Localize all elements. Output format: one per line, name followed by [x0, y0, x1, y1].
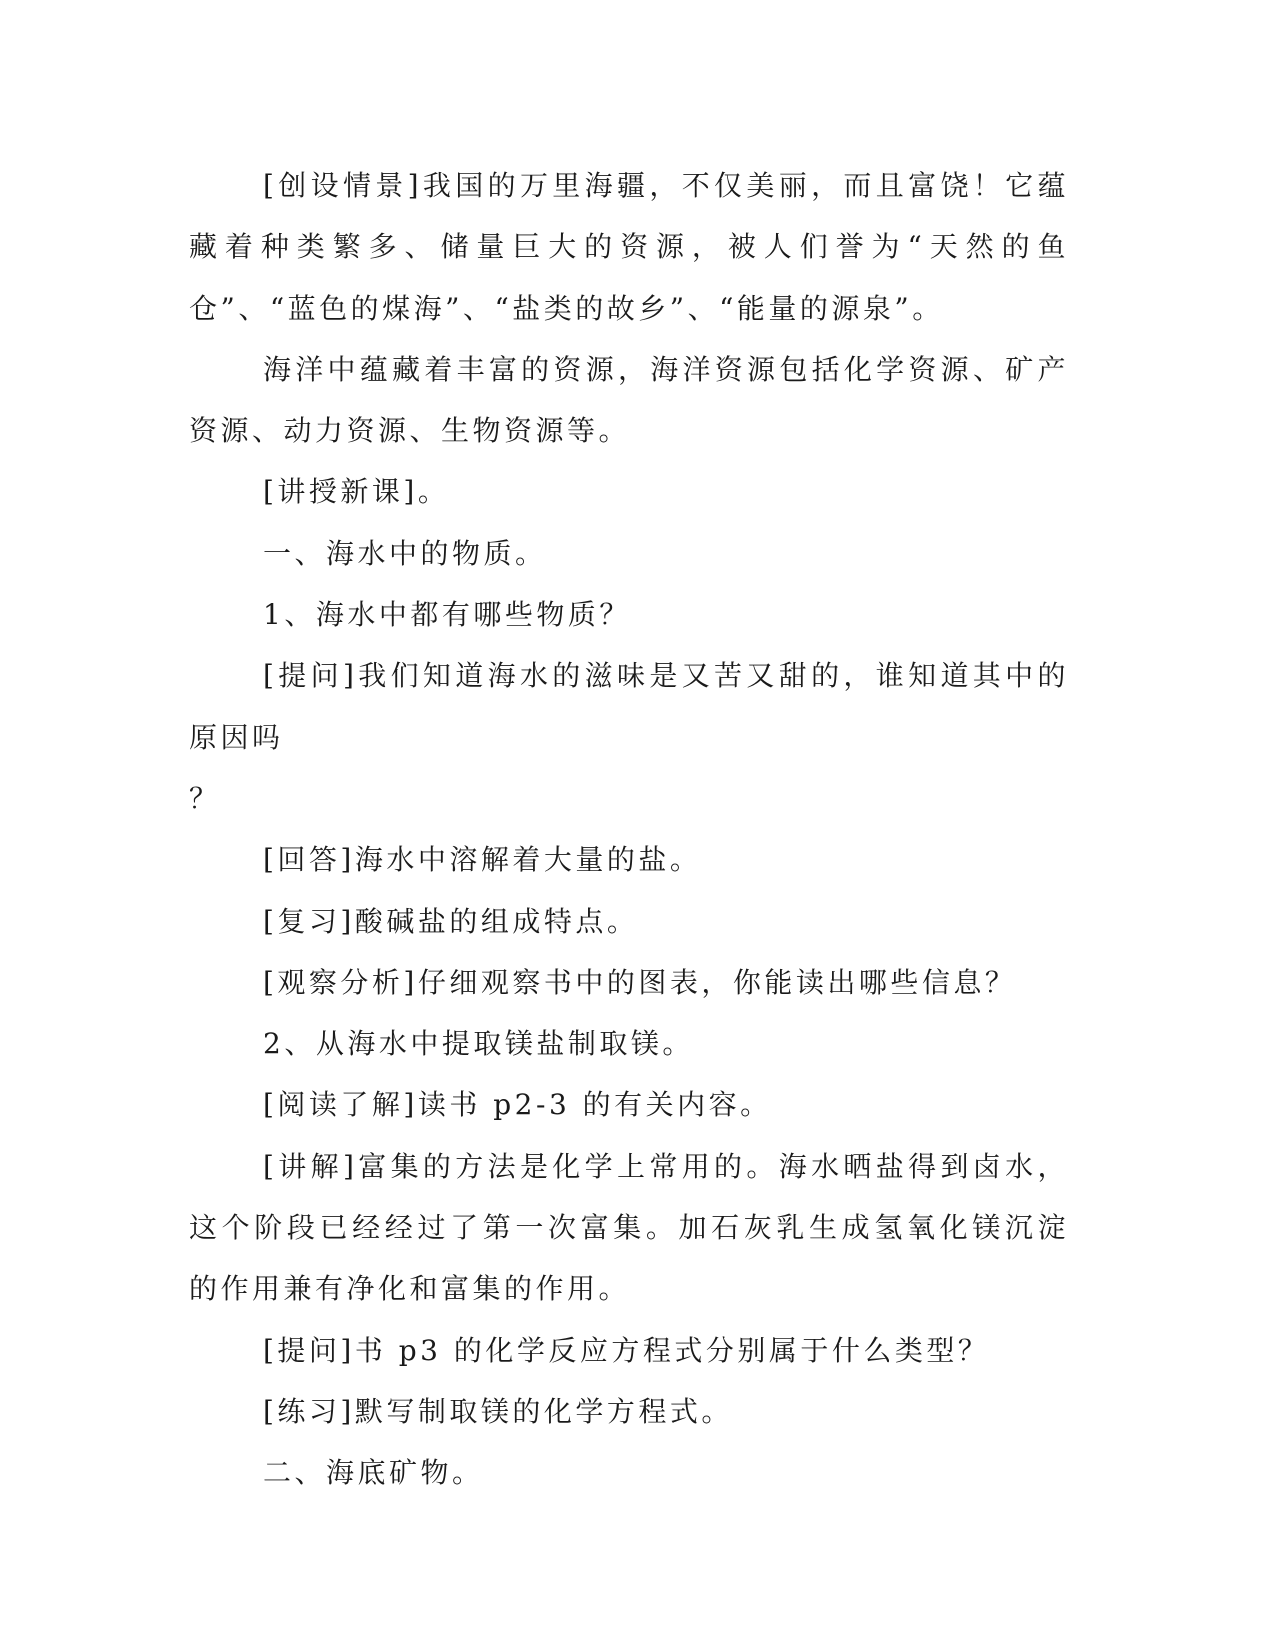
heading-section-1: 一、海水中的物质。 [263, 536, 547, 570]
paragraph-question-mark: ？ [189, 781, 221, 815]
paragraph-explain: [讲解]富集的方法是化学上常用的。海水晒盐得到卤水，这个阶段已经经过了第一次富集。加石灰乳生成氢氧化镁沉淀的作用兼有净化和富集的作用。 [189, 1149, 1069, 1306]
paragraph-observe: [观察分析]仔细观察书中的图表，你能读出哪些信息？ [263, 965, 1017, 999]
heading-section-2: 二、海底矿物。 [263, 1456, 484, 1490]
document-body [189, 155, 1069, 1504]
paragraph-scenario: [创设情景]我国的万里海疆，不仅美丽，而且富饶！它蕴藏着种类繁多、储量巨大的资源，被人们誉为“天然的鱼仓”、“蓝色的煤海”、“盐类的故乡”、“能量的源泉”。 [189, 169, 1069, 325]
paragraph-review: [复习]酸碱盐的组成特点。 [263, 904, 639, 938]
paragraph-reading: [阅读了解]读书 p2-3 的有关内容。 [263, 1088, 772, 1122]
heading-subsection-1: 1、海水中都有哪些物质？ [263, 598, 631, 632]
paragraph-answer: [回答]海水中溶解着大量的盐。 [263, 843, 702, 877]
paragraph-question-reaction: [提问]书 p3 的化学反应方程式分别属于什么类型？ [263, 1333, 990, 1367]
paragraph-exercise: [练习]默写制取镁的化学方程式。 [263, 1394, 733, 1428]
paragraph-ocean-resources: 海洋中蕴藏着丰富的资源，海洋资源包括化学资源、矿产资源、动力资源、生物资源等。 [189, 352, 1069, 448]
heading-subsection-2: 2、从海水中提取镁盐制取镁。 [263, 1027, 694, 1061]
paragraph-new-lesson: [讲授新课]。 [263, 475, 450, 509]
paragraph-question-taste: [提问]我们知道海水的滋味是又苦又甜的，谁知道其中的原因吗 [189, 659, 1069, 754]
